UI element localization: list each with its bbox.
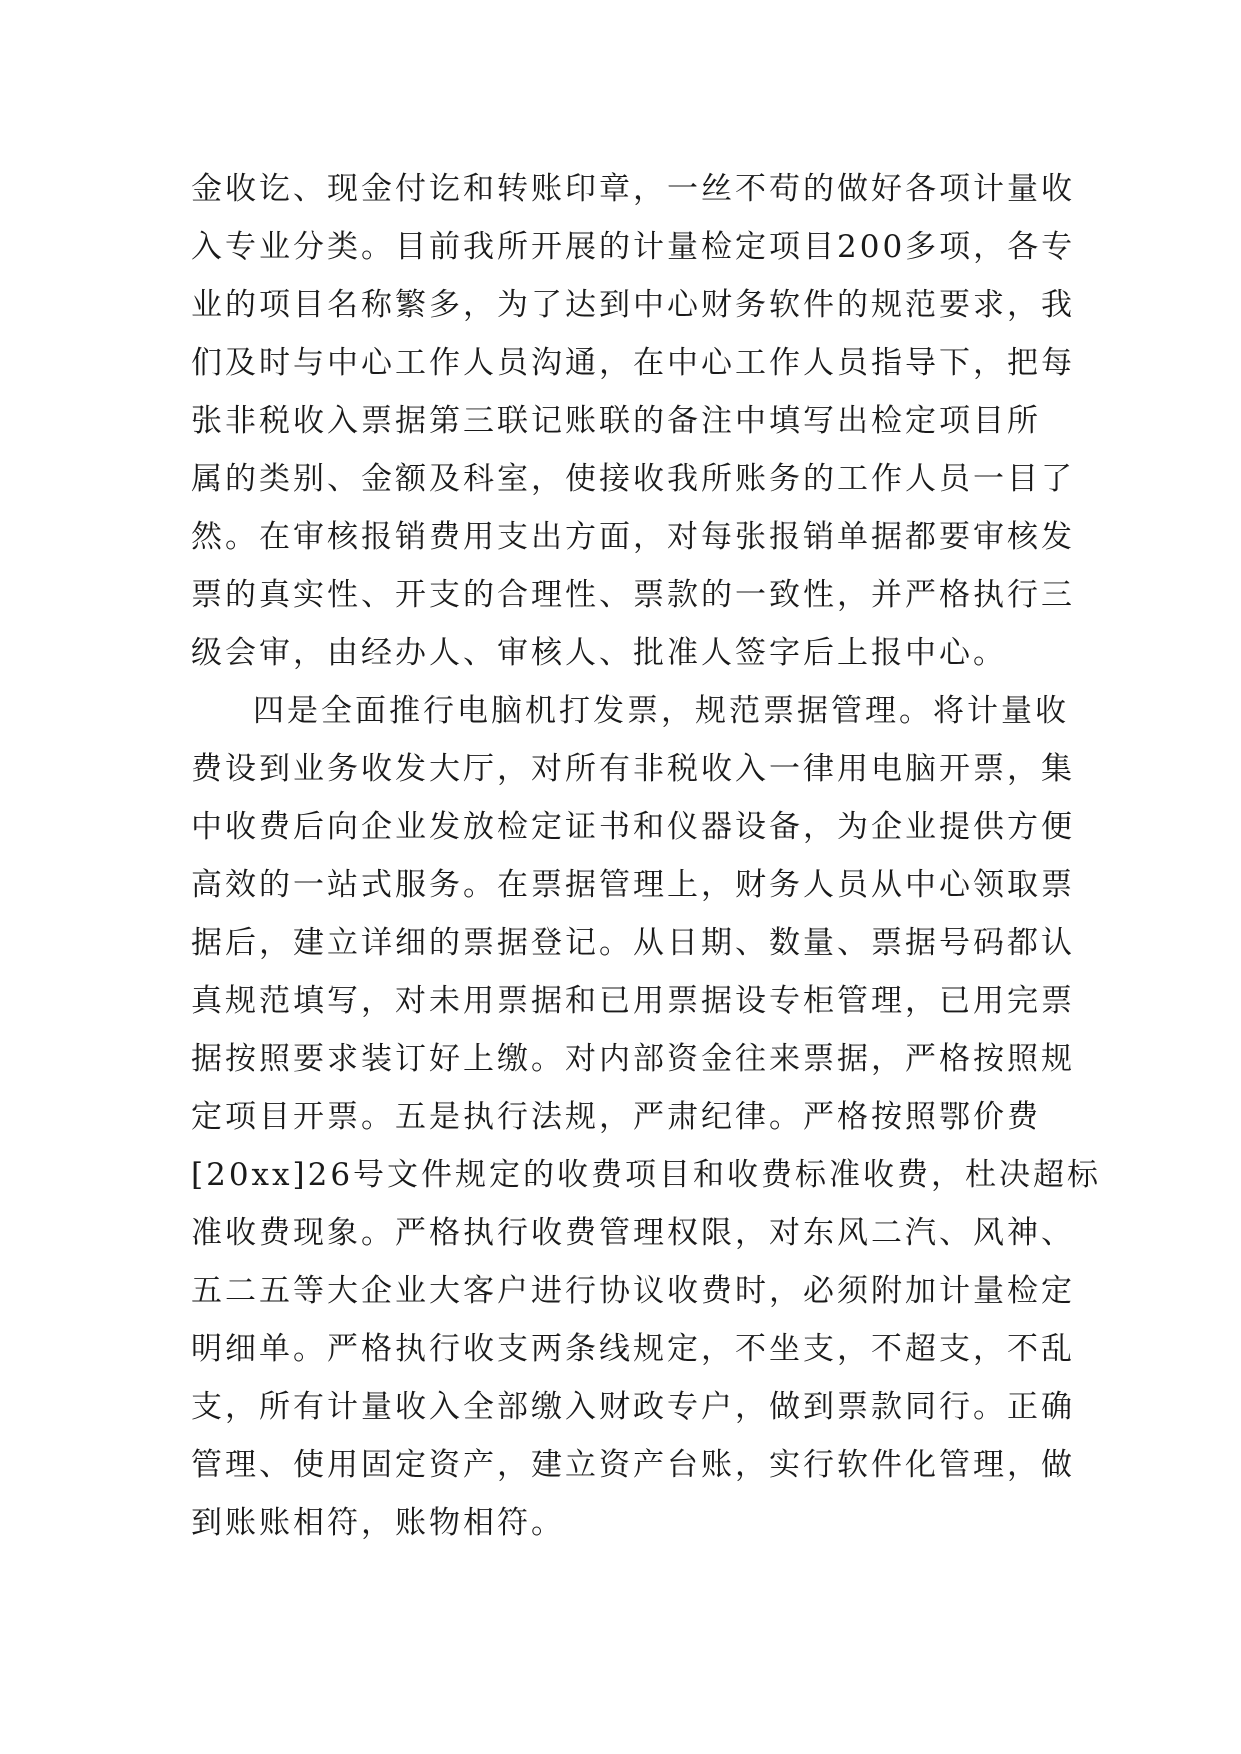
text-line-2: 入专业分类。目前我所开展的计量检定项目200多项，各专 <box>191 229 1076 265</box>
text-line-22: 支，所有计量收入全部缴入财政专户，做到票款同行。正确 <box>191 1389 1075 1425</box>
text-line-5: 张非税收入票据第三联记账联的备注中填写出检定项目所 <box>191 403 1041 439</box>
text-line-12: 中收费后向企业发放检定证书和仪器设备，为企业提供方便 <box>191 809 1075 845</box>
text-line-21: 明细单。严格执行收支两条线规定，不坐支，不超支，不乱 <box>191 1331 1075 1367</box>
text-line-19: 准收费现象。严格执行收费管理权限，对东风二汽、风神、 <box>191 1215 1075 1251</box>
text-line-1: 金收讫、现金付讫和转账印章，一丝不苟的做好各项计量收 <box>191 171 1075 207</box>
text-line-16: 据按照要求装订好上缴。对内部资金往来票据，严格按照规 <box>191 1041 1075 1077</box>
text-line-13: 高效的一站式服务。在票据管理上，财务人员从中心领取票 <box>191 867 1075 903</box>
text-line-11: 费设到业务收发大厅，对所有非税收入一律用电脑开票，集 <box>191 751 1075 787</box>
paragraph-start-line: 四是全面推行电脑机打发票，规范票据管理。将计量收 <box>253 693 1069 729</box>
text-line-3: 业的项目名称繁多，为了达到中心财务软件的规范要求，我 <box>191 287 1075 323</box>
text-line-18: [20xx]26号文件规定的收费项目和收费标准收费，杜决超标 <box>191 1157 1102 1193</box>
text-line-15: 真规范填写，对未用票据和已用票据设专柜管理，已用完票 <box>191 983 1075 1019</box>
text-line-17: 定项目开票。五是执行法规，严肃纪律。严格按照鄂价费 <box>191 1099 1041 1135</box>
document-body <box>191 160 1102 1552</box>
text-line-24: 到账账相符，账物相符。 <box>191 1505 565 1541</box>
text-line-14: 据后，建立详细的票据登记。从日期、数量、票据号码都认 <box>191 925 1075 961</box>
text-line-23: 管理、使用固定资产，建立资产台账，实行软件化管理，做 <box>191 1447 1075 1483</box>
text-line-20: 五二五等大企业大客户进行协议收费时，必须附加计量检定 <box>191 1273 1075 1309</box>
text-line-8: 票的真实性、开支的合理性、票款的一致性，并严格执行三 <box>191 577 1075 613</box>
text-line-4: 们及时与中心工作人员沟通，在中心工作人员指导下，把每 <box>191 345 1075 381</box>
text-line-6: 属的类别、金额及科室，使接收我所账务的工作人员一目了 <box>191 461 1075 497</box>
text-line-9: 级会审，由经办人、审核人、批准人签字后上报中心。 <box>191 635 1007 671</box>
text-line-7: 然。在审核报销费用支出方面，对每张报销单据都要审核发 <box>191 519 1075 555</box>
